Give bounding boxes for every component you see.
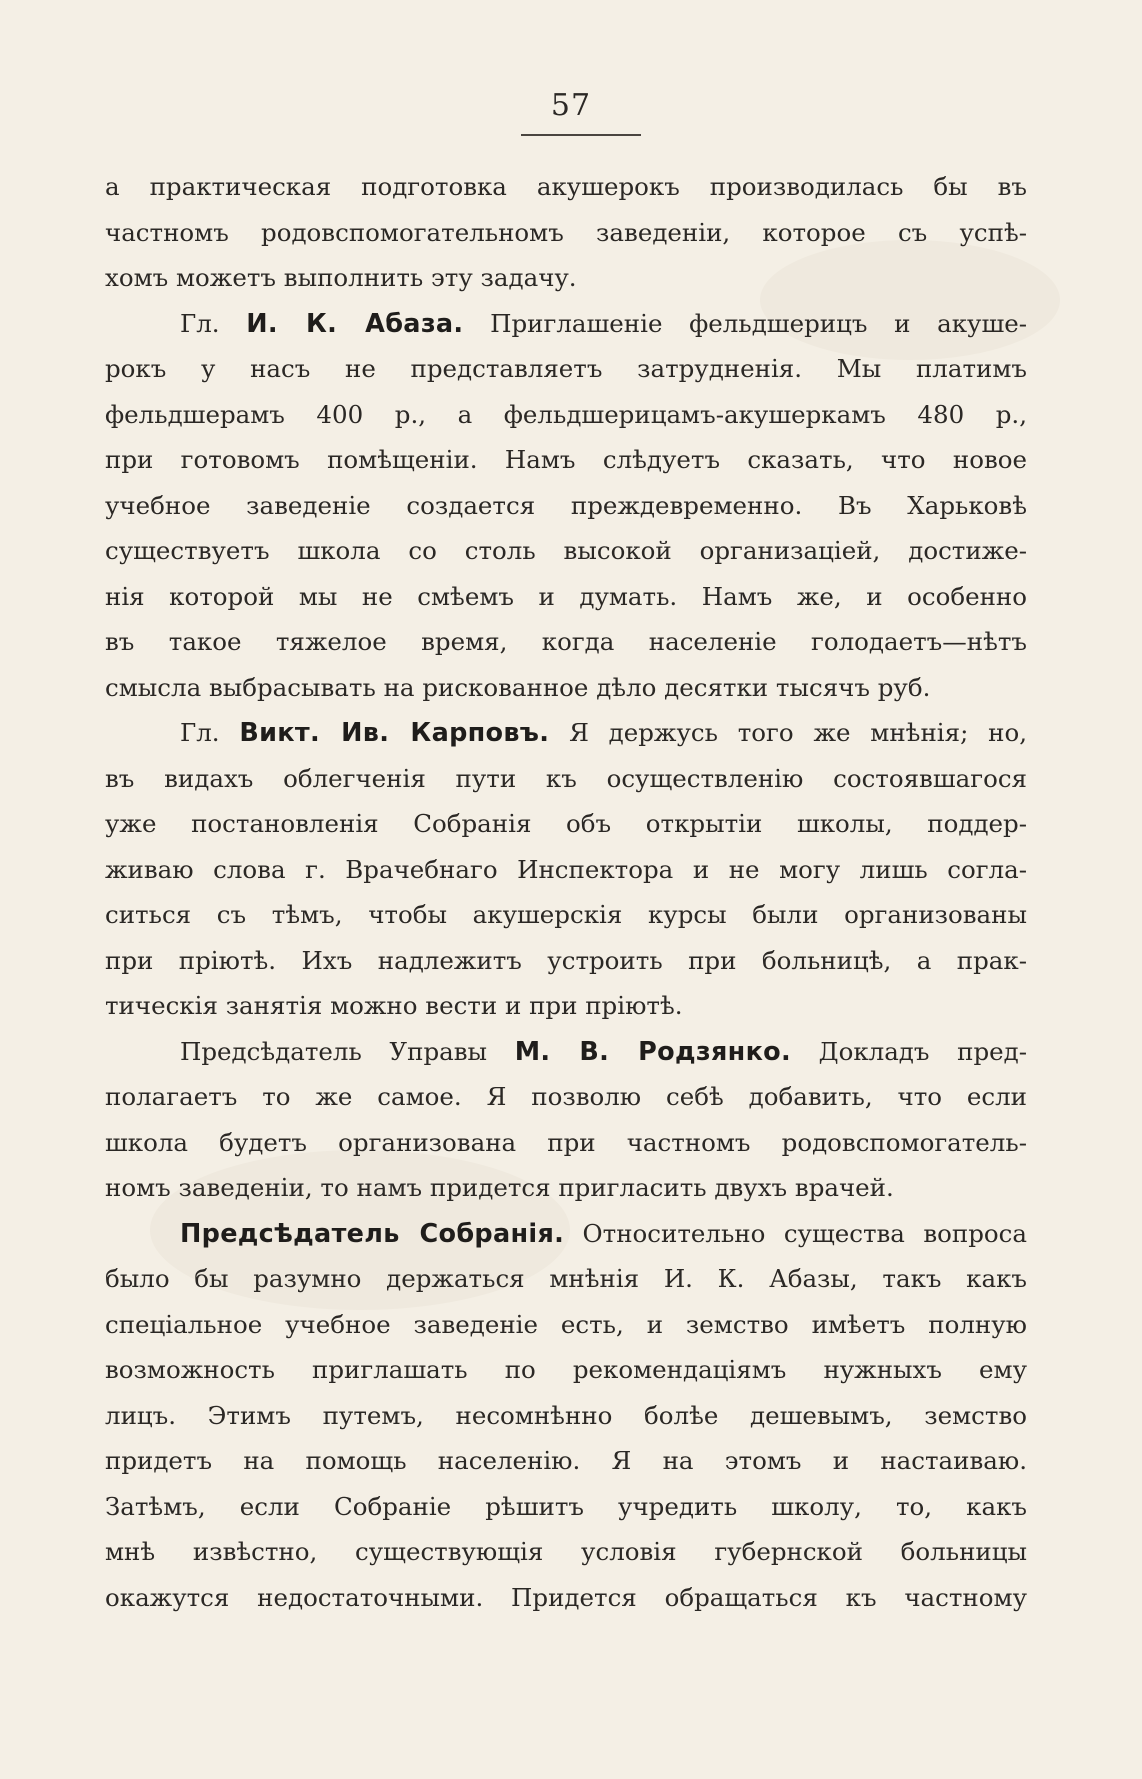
line-text: фельдшерамъ 400 р., а фельдшерицамъ-акушеркамъ 480 р., — [105, 399, 1027, 429]
line-text: лицъ. Этимъ путемъ, несомнѣнно болѣе дешевымъ, земство — [105, 1400, 1027, 1430]
speaker-name: М. В. Родзянко. — [514, 1036, 791, 1067]
line-text: Затѣмъ, если Собранiе рѣшитъ учредить школу, то, какъ — [105, 1491, 1027, 1521]
line-text: учебное заведенiе создается преждевременно. Въ Харьковѣ — [105, 490, 1027, 520]
text-line — [105, 528, 1027, 574]
text-line — [105, 1074, 1027, 1120]
line-text: смысла выбрасывать на рискованное дѣло десятки тысячъ руб. — [105, 672, 931, 702]
body-text — [105, 164, 1027, 1620]
text-line — [105, 847, 1027, 893]
text-line — [105, 1302, 1027, 1348]
line-text: придетъ на помощь населенiю. Я на этомъ и настаиваю. — [105, 1446, 1027, 1475]
line-text: Докладъ пред- — [791, 1036, 1027, 1066]
speaker-name: Викт. Ив. Карповъ. — [239, 718, 550, 748]
line-text: было бы разумно держаться мнѣнiя И. К. Абазы, такъ какъ — [105, 1264, 1027, 1293]
text-line — [105, 983, 1027, 1029]
text-line — [105, 619, 1027, 665]
line-text: полагаетъ то же самое. Я позволю себѣ добавить, что если — [105, 1082, 1027, 1111]
text-line — [105, 1165, 1027, 1211]
text-line — [105, 938, 1027, 984]
speaker-name: И. К. Абаза. — [246, 308, 464, 339]
text-line — [105, 710, 1027, 756]
line-text: Гл. — [180, 718, 240, 747]
text-line — [105, 1211, 1027, 1257]
text-line — [105, 574, 1027, 620]
text-line — [105, 1575, 1027, 1621]
speaker-name: Предсѣдатель Собранiя. — [180, 1218, 565, 1249]
line-text: Гл. — [180, 308, 247, 338]
text-line — [105, 801, 1027, 847]
page-number-rule — [521, 134, 641, 136]
text-line — [105, 1393, 1027, 1439]
text-line — [105, 892, 1027, 938]
text-line — [105, 437, 1027, 483]
text-line — [105, 346, 1027, 392]
line-text: спецiальное учебное заведенiе есть, и земство имѣетъ полную — [105, 1309, 1027, 1339]
line-text: а практическая подготовка акушерокъ производилась бы въ — [105, 172, 1027, 201]
line-text: мнѣ извѣстно, существующiя условiя губернской больницы — [105, 1537, 1027, 1566]
line-text: ситься съ тѣмъ, чтобы акушерскiя курсы были организованы — [105, 900, 1027, 929]
line-text: при готовомъ помѣщенiи. Намъ слѣдуетъ сказать, что новое — [105, 445, 1027, 474]
line-text: нiя которой мы не смѣемъ и думать. Намъ же, и особенно — [105, 581, 1027, 611]
text-line — [105, 1438, 1027, 1484]
page-number: 57 — [550, 88, 592, 123]
text-line — [105, 255, 1027, 301]
text-line — [105, 210, 1027, 256]
line-text: возможность приглашать по рекомендацiямъ нужныхъ ему — [105, 1355, 1027, 1384]
line-text: тическiя занятiя можно вести и при прiютѣ. — [105, 991, 683, 1020]
text-line — [105, 164, 1027, 210]
line-text: живаю слова г. Врачебнаго Инспектора и не могу лишь согла- — [105, 854, 1027, 884]
line-text: въ такое тяжелое время, когда населенiе голодаетъ—нѣтъ — [105, 627, 1027, 656]
line-text: Предсѣдатель Управы — [180, 1036, 515, 1066]
text-line — [105, 1256, 1027, 1302]
line-text: частномъ родовспомогательномъ заведенiи, которое съ успѣ- — [105, 217, 1027, 247]
text-line — [105, 1120, 1027, 1166]
line-text: при прiютѣ. Ихъ надлежитъ устроить при больницѣ, а прак- — [105, 945, 1027, 975]
text-line — [105, 1484, 1027, 1530]
text-line — [105, 756, 1027, 802]
text-line — [105, 483, 1027, 529]
line-text: Приглашенiе фельдшерицъ и акуше- — [463, 308, 1027, 338]
line-text: хомъ можетъ выполнить эту задачу. — [105, 263, 577, 292]
text-line — [105, 392, 1027, 438]
line-text: существуетъ школа со столь высокой организацiей, достиже- — [105, 536, 1027, 565]
line-text: Относительно существа вопроса — [564, 1218, 1027, 1248]
line-text: Я держусь того же мнѣнiя; но, — [549, 718, 1027, 747]
line-text: окажутся недостаточными. Придется обращаться къ частному — [105, 1582, 1027, 1612]
text-line — [105, 665, 1027, 711]
text-line — [105, 1529, 1027, 1575]
text-line — [105, 301, 1027, 347]
line-text: номъ заведенiи, то намъ придется пригласить двухъ врачей. — [105, 1173, 894, 1202]
text-line — [105, 1029, 1027, 1075]
line-text: рокъ у насъ не представляетъ затрудненiя. Мы платимъ — [105, 354, 1027, 383]
line-text: школа будетъ организована при частномъ родовспомогатель- — [105, 1127, 1027, 1157]
line-text: уже постановленiя Собранiя объ открытiи школы, поддер- — [105, 809, 1027, 838]
line-text: въ видахъ облегченiя пути къ осуществленiю состоявшагося — [105, 763, 1027, 793]
text-line — [105, 1347, 1027, 1393]
